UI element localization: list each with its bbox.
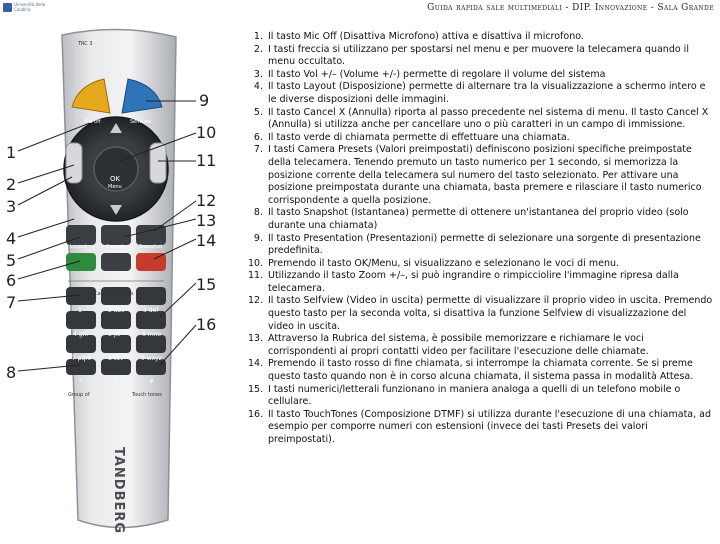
- callout-3: 3: [6, 197, 17, 216]
- callout-6: 6: [6, 271, 17, 290]
- instruction-number: 16.: [248, 408, 264, 420]
- camera-presets-label: Camera Presets: [94, 291, 134, 297]
- instruction-text: I tasti numerici/letterali funzionano in maniera analoga a quelli di un telefono mobile o cellulare.: [268, 383, 681, 408]
- instruction-text: Il tasto Cancel X (Annulla) riporta al passo precedente nel sistema di menu. Il tasto Cancel X (Annulla) si utilizza anche per cancellare uno o più caratteri in un campo di immissione.: [268, 106, 709, 131]
- instruction-text: Premendo il tasto OK/Menu, si visualizzano e selezionano le voci di menu.: [268, 257, 620, 269]
- instruction-item: [248, 233, 714, 258]
- instruction-number: 7.: [253, 144, 263, 156]
- callout-5: 5: [6, 251, 17, 270]
- logo-text: Università della Calabria: [14, 2, 46, 12]
- layout-label: Layout: [70, 244, 87, 250]
- instruction-number: 14.: [248, 358, 264, 370]
- key-hash: #: [149, 378, 155, 385]
- key-star: *: [79, 378, 82, 385]
- key-2: 2 abc: [108, 307, 125, 314]
- instruction-number: 9.: [253, 232, 263, 244]
- key-7: 7 pqrs: [72, 355, 91, 362]
- remote-illustration: [0, 15, 240, 540]
- callout-1: 1: [6, 143, 17, 162]
- callout-15: 15: [196, 275, 217, 294]
- callout-11: 11: [196, 151, 217, 170]
- callout-13: 13: [196, 211, 217, 230]
- instruction-text: Attraverso la Rubrica del sistema, è possibile memorizzare e richiamare le voci corrispondenti ai propri contatti video per facilitare l'esecuzione delle chiamate.: [268, 333, 649, 357]
- ok-sub-label: Menu: [108, 184, 122, 190]
- key-9: 9 wxyz: [141, 355, 162, 362]
- instruction-item: [248, 132, 714, 145]
- instruction-number: 13.: [248, 333, 264, 345]
- instruction-item: [248, 69, 714, 82]
- instruction-item: [248, 358, 714, 383]
- instruction-text: Il tasto TouchTones (Composizione DTMF) si utilizza durante l'esecuzione di una chiamata, ad esempio per comporre numeri con estensioni (invece dei tasti Presets dei valori preimpostati).: [268, 408, 712, 445]
- instruction-text: Il tasto verde di chiamata permette di effettuare una chiamata.: [268, 131, 570, 143]
- instruction-number: 12.: [248, 295, 264, 307]
- instruction-item: [248, 107, 714, 132]
- instruction-number: 11.: [248, 270, 264, 282]
- key-5: 5 jkl: [108, 331, 121, 338]
- instruction-number: 2.: [253, 43, 263, 55]
- instruction-number: 15.: [248, 383, 264, 395]
- selfview-label: Selfview: [130, 119, 151, 125]
- instruction-number: 4.: [253, 81, 263, 93]
- logo-icon: [3, 3, 12, 12]
- instruction-text: Utilizzando il tasto Zoom +/–, si può ingrandire o rimpicciolire l'immagine ripresa dalla telecamera.: [268, 270, 679, 294]
- instruction-number: 6.: [253, 131, 263, 143]
- instruction-text: Il tasto Snapshot (Istantanea) permette di ottenere un'istantanea del proprio video (solo durante una chiamata): [268, 207, 689, 231]
- callout-14: 14: [196, 231, 217, 250]
- instruction-number: 3.: [253, 68, 263, 80]
- instruction-number: 5.: [253, 106, 263, 118]
- instruction-item: [248, 384, 714, 409]
- instruction-item: [248, 44, 714, 69]
- remote-model: TRC 3: [78, 41, 93, 47]
- callout-4: 4: [6, 229, 17, 248]
- callout-2: 2: [6, 175, 17, 194]
- university-logo: [3, 2, 47, 14]
- instruction-text: Premendo il tasto rosso di fine chiamata, si interrompe la chiamata corrente. Se si preme questo tasto quando non è in corso alcuna chiamata, il sistema passa in modalità Attesa.: [268, 358, 694, 383]
- mic-off-label: Mic off: [84, 119, 101, 125]
- instruction-number: 1.: [253, 31, 263, 42]
- key-1: 1: [78, 307, 82, 314]
- key-3: 3 def: [143, 307, 159, 314]
- instruction-item: [248, 295, 714, 333]
- cancel-label: Cancel: [106, 244, 123, 250]
- key-4: 4 ghi: [73, 331, 89, 338]
- callout-7: 7: [6, 293, 17, 312]
- instruction-list: [248, 31, 714, 447]
- instruction-item: [248, 31, 714, 44]
- instruction-text: I tasti Camera Presets (Valori preimpostati) definiscono posizioni specifiche preimpostate della telecamera. Tenendo premuto un tasto numerico per 1 secondo, si memorizza la posizione corrente della telecamera sul numero del tasto selezionato. Per attivare una posizione preimpostata durante una chiamata, basta premere e rilasciare il tasto numerico corrispondente a quella posizione.: [268, 144, 702, 206]
- instruction-text: Il tasto Selfview (Video in uscita) permette di visualizzare il proprio video in uscita. Premendo questo tasto per la seconda volta, si disattiva la funzione Selfview di visualizzazione del video in uscita.: [268, 295, 713, 332]
- instruction-text: Il tasto Layout (Disposizione) permette di alternare tra la visualizzazione a schermo intero e le diverse disposizioni delle immagini.: [268, 81, 706, 105]
- instruction-item: [248, 270, 714, 295]
- instruction-item: [248, 144, 714, 207]
- key-6: 6 mno: [142, 331, 162, 338]
- callout-12: 12: [196, 191, 217, 210]
- group-of-label: Group of: [68, 392, 90, 398]
- instruction-item: [248, 409, 714, 447]
- ok-label: OK: [110, 175, 121, 183]
- instruction-number: 10.: [248, 257, 264, 269]
- page-header: Guida rapida sale multimediali - DIP. Innovazione - Sala Grande: [427, 3, 714, 13]
- instruction-text: Il tasto Vol +/– (Volume +/-) permette di regolare il volume del sistema: [268, 68, 606, 80]
- callout-8: 8: [6, 363, 17, 382]
- instruction-item: [248, 258, 714, 271]
- instruction-text: Il tasto Mic Off (Disattiva Microfono) attiva e disattiva il microfono.: [268, 31, 584, 42]
- instruction-text: I tasti freccia si utilizzano per spostarsi nel menu e per muovere la telecamera quando il menu occultato.: [268, 43, 689, 68]
- callout-10: 10: [196, 123, 217, 142]
- touch-tones-label: Touch tones: [132, 392, 162, 398]
- brand-logo: TANDBERG: [111, 447, 126, 535]
- snapshot-label: Snapshot: [139, 244, 163, 250]
- instruction-number: 8.: [253, 207, 263, 219]
- key-0: 0: [114, 378, 118, 385]
- callout-9: 9: [199, 91, 210, 110]
- instruction-text: Il tasto Presentation (Presentazioni) permette di selezionare una sorgente di presentazione predefinita.: [268, 232, 701, 257]
- instruction-item: [248, 81, 714, 106]
- callout-16: 16: [196, 315, 217, 334]
- instruction-item: [248, 333, 714, 358]
- key-8: 8 tuv: [108, 355, 124, 362]
- instruction-item: [248, 207, 714, 232]
